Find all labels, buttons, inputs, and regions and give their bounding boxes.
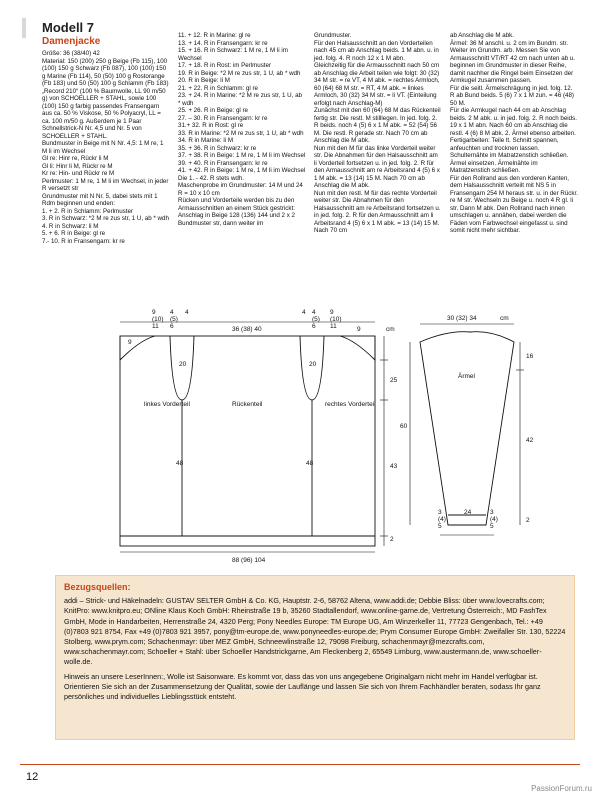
col2-line: 37. + 38. R in Beige: 1 M re, 1 M li im Wechsel (178, 152, 306, 159)
col2-line: 27. – 30. R in Fransengarn: kr re (178, 114, 268, 122)
label-4-5-6-right: 4 (5) 6 (312, 309, 320, 330)
col4-line: Fertigarbeiten: Teile lt. Schnitt spannen, anfeuchten und trocknen lassen. Schulternähte im Matratzenstich schließen. Ärmel einsetzen. Ärmelnähte im Matratzenstich schließen. (450, 137, 569, 174)
label-4-right: 4 (302, 309, 306, 316)
col3-line: Grundmuster. (314, 32, 352, 39)
label-right-front: rechtes Vorderteil (325, 401, 376, 408)
label-sleeve-16: 16 (526, 353, 534, 360)
col2-line: 19. R in Beige: *2 M re zus str, 1 U, ab * wdh (178, 69, 301, 77)
label-48-left: 48 (176, 460, 184, 467)
right-front-neckline (340, 336, 375, 360)
col2-line: 31.+ 32. R in Rost: gl re (178, 122, 244, 129)
watermark: PassionForum.ru (531, 784, 592, 793)
col3-line: Für den Halsausschnitt an den Vorderteilen nach 45 cm ab Anschlag beids. 1 M abn. u. in jed. folg. 4. R noch 12 x 1 M abn. (314, 39, 439, 62)
col2-line: 25. + 26. R in Beige: gl re (178, 107, 248, 114)
col2-line: 11. + 12. R in Marine: gl re (178, 32, 251, 39)
pattern-diagram (0, 300, 600, 565)
col1-line: 3. R in Schwarz: *2 M re zus str, 1 U, ab * wdh (42, 215, 169, 222)
col2-line: Anschlag in Beige 128 (136) 144 und 2 x 2 Bundmuster str, dann weiter im (178, 212, 295, 227)
label-sleeve-3b: 3 (4) 5 (490, 509, 498, 530)
garment-title: Damenjacke (42, 36, 101, 47)
label-20-right: 20 (309, 361, 317, 368)
footer-rule (20, 764, 580, 765)
col3-line: Nun mit den restl. M für das rechte Vorderteil weiter str. Die Abnahmen für den Halsausschnitt am re Arbeitsrand fortsetzen u. in jed. folg. 2. R für den Armausschnitt am li Arbeitsrand 4 (5) 6 x 1 M abk. = 13 (14) 15 M. Nach 70 cm (314, 189, 441, 234)
col1-line: 4. R in Schwarz: li M (42, 222, 99, 230)
col4-line: Ärmel: 36 M anschl. u. 2 cm im Bundm. str. Weiter im Grundm. arb. Messen Sie von Armausschnitt VT/RT 42 cm nach unten ab u. beginnen im Grundmuster in dieser Reihe, damit nachher die Ringel beim Einsetzen der Armkugel zusammen passen. (450, 39, 575, 84)
instructions-column-1 (42, 50, 170, 245)
label-4-left: 4 (185, 309, 189, 316)
body-outline (120, 336, 375, 546)
label-sleeve-42: 42 (526, 437, 534, 444)
col2-line: 34. R in Marine: li M (178, 137, 234, 144)
sleeve-outline (420, 332, 514, 525)
label-36-38-40: 36 (38) 40 (232, 326, 262, 333)
col3-line: Nun mit den M für das linke Vorderteil weiter str. Die Abnahmen für den Halsausschnitt am li Vorderteil fortsetzen u. in jed. folg. 2. R für den Armausschnitt am re Arbeitsrand 4 (5) 6 x 1 M abk. = 13 (14) 15 M. Nach 70 cm ab Anschlag die M abk. (314, 144, 440, 189)
col2-line: 41. + 42. R in Beige: 1 M re, 1 M li im Wechsel (178, 167, 306, 174)
col1-line: Gl li: Hinr li M, Rückr re M (42, 162, 113, 170)
col1-line: 7.- 10. R in Fransengarn: kr re (42, 237, 125, 245)
label-9-right: 9 (357, 326, 361, 333)
label-43: 43 (390, 463, 398, 470)
sources-box (55, 575, 575, 740)
sources-heading: Bezugsquellen: (64, 582, 131, 592)
label-20-left: 20 (179, 361, 187, 368)
col2-line: 35. + 36. R in Schwarz: kr re (178, 144, 257, 152)
label-sleeve-3a: 3 (4) 5 (438, 509, 446, 530)
label-sleeve-24: 24 (464, 509, 472, 516)
col3-line: Gleichzeitig für die Armausschnitt nach 50 cm ab Anschlag die Arbeit teilen wie folgt: 30 (32) 34 M str. = re VT, 4 M abk. = rechtes Armloch, 60 (64) 68 M str. = RT, 4 M abk. = linkes Armloch, 30 (32) 34 M str. = li VT. (Einteilung erfolgt nach Anschlag-M) (314, 62, 440, 107)
label-2-body: 2 (390, 536, 394, 543)
label-9-10-11-right: 9 (10) 11 (330, 309, 342, 330)
right-armhole (300, 336, 324, 400)
label-sleeve-2: 2 (526, 517, 530, 524)
col1-line: 1. + 2. R in Schlamm: Perlmuster (42, 207, 133, 215)
col1-line: Perlmuster: 1 M re, 1 M li im Wechsel, in jeder R versetzt str (42, 177, 169, 192)
col1-line: Material: 150 (200) 250 g Beige (Fb 115), 100 (100) 150 g Schwarz (Fb 087), 100 (100) 150 g Marine (Fb 114), 50 (50) 100 g Rostorange (Fb 183) und 50 (50) 100 g Schlamm (Fb 183) „Record 210“ (100 % Baumwolle, LL 90 m/50 g) von SCHOELLER + STAHL, sowie 100 (100) 150 g farbig passendes Fransengarn aus ca. 50 % Viskose, 50 % Polyacryl, LL = ca. 100 m/50 g. Außerdem je 1 Paar Schnellstrick-N Nr. 4,5 und Nr. 5 von SCHOELLER + STAHL. (42, 57, 169, 140)
label-bottom-width: 88 (96) 104 (232, 557, 266, 564)
instructions-column-3 (314, 32, 442, 235)
label-4-5-6-left: 4 (5) 6 (170, 309, 178, 330)
label-48-right: 48 (306, 460, 314, 467)
col4-line: Für die Armkugel nach 44 cm ab Anschlag beids. 2 M abk. u. in jed. folg. 2. R noch beids. 19 x 1 M abn. Nach 60 cm ab Anschlag die restl. 4 (6) 8 M abk. 2. Ärmel ebenso arbeiten. (450, 107, 577, 137)
label-back: Rückenteil (232, 401, 263, 408)
col2-line: 15. + 16. R in Schwarz: 1 M re, 1 M li im Wechsel (178, 47, 288, 62)
col1-line: Grundmuster mit N Nr. 5, dabei stets mit 1 Rdm beginnen und enden: (42, 192, 158, 207)
col2-line: 13. + 14. R in Fransengarn: kr re (178, 39, 268, 47)
instructions-column-4 (450, 32, 578, 235)
left-front-neckline (120, 336, 155, 360)
col2-line: Die 1. - 42. R stets wdh. (178, 174, 245, 182)
col4-line: Für die seitl. Ärmelschrägung in jed. folg. 12. R ab Bund beids. 5 (6) 7 x 1 M zun. = 46 (48) 50 M. (450, 84, 574, 107)
col2-line: 21. + 22. R in Schlamm: gl re (178, 84, 258, 92)
label-sleeve-60: 60 (400, 423, 408, 430)
col2-line: 33. R in Marine: *2 M re zus str, 1 U, ab * wdh (178, 129, 304, 137)
label-sleeve-top: 30 (32) 34 (447, 315, 477, 322)
col1-line: Gl re: Hinr re, Rückr li M (42, 155, 109, 162)
label-left-front: linkes Vorderteil (144, 401, 190, 408)
label-9-left: 9 (128, 339, 132, 346)
label-9-10-11-left: 9 (10) 11 (152, 309, 164, 330)
unit-label-body: cm (386, 326, 395, 333)
instructions-column-2 (178, 32, 306, 227)
col4-line: ab Anschlag die M abk. (450, 32, 514, 39)
col2-line: Maschenprobe im Grundmuster: 14 M und 24 R = 10 x 10 cm (178, 182, 303, 197)
col2-line: 17. + 18. R in Rost: im Perlmuster (178, 62, 272, 69)
col4-line: Für den Rollrand aus den vorderen Kanten, dem Halsausschnitt verteilt mit NS 5 in Fransengarn 254 M heraus str. u. in der Rückr. re M str. Wechseln zu Beige u. noch 4 R gl. li str. Dann M abk. Den Rollrand nach innen umschlagen u. annähen, dabei werden die Fäden vom Farbwechsel eingefasst u. sind somit nicht mehr sichtbar. (450, 174, 578, 234)
sources-note: Hinweis an unsere LeserInnen:, Wolle ist Saisonware. Es kommt vor, dass das von uns angegebene Originalgarn nicht mehr im Handel verfügbar ist. Orientieren Sie sich an der Zusammensetzung der Qualität, sowie der Lauflänge und lassen Sie sich von Ihrem Fachhändler beraten, sodass Ihr ganz persönliches und individuelles Lieblingsstück entsteht. (64, 671, 541, 702)
col3-line: Zunächst mit den 60 (64) 68 M das Rückenteil fertig str. Die restl. M stilllegen. In jed. folg. 2. R beids. noch 4 (5) 6 x 1 M abk. = 52 (54) 56 M. Die restl. R gerade str. Nach 70 cm ab Anschlag die M abk. (314, 107, 441, 144)
col1-line: Größe: 36 (38/40) 42 (42, 50, 100, 57)
sources-text: addi – Strick- und Häkelnadeln: GUSTAV SELTER GmbH & Co. KG, Hauptstr. 2-6, 58762 Altena, www.addi.de; Debbie Bliss: über www.lovecrafts.com; KnitPro: www.knitpro.eu; ONline Klaus Koch GmbH: Rheinstraße 19 b, 35260 Stadtallendorf, www.online-garne.de, Vertretung Österreich:, MD FashTex GmbH, Mode in Handarbeiten, Herrenstraße 24, 4320 Perg; Pony Needles Europe: TM Europe UG, Am Winzerkeller 11, 77723 Gengenbach, Tel.: +49 (0)7803 921 8754, Fax +49 (0)7803 921 3957, pony@tm-europe.de, www.ponyneedles-europe.de; Prym Consumer Europe GmbH: Zweifaller Str. 130, 52224 Stolberg, www.prym.com; Schachenmayr: über MEZ GmbH, Schneewlinstraße 12, 79098 Freiburg, schachenmayr@mezcrafts.com, www.schachenmayr.com; Schoeller + Stahl: über Schoeller Handstrickgarne, Am Fleckenberg 2, 65549 Limburg, www.austermann.de, www.schoeller-wolle.de. (64, 596, 566, 667)
col1-line: Kr re: Hin- und Rückr re M (42, 170, 115, 177)
model-title: Modell 7 (42, 20, 95, 35)
label-sleeve: Ärmel (458, 373, 475, 380)
left-armhole (170, 336, 194, 400)
unit-label-sleeve: cm (500, 315, 509, 322)
page-number: 12 (26, 771, 39, 783)
col2-line: Rücken und Vorderteile werden bis zu den Armausschnitten an einem Stück gestrickt: (178, 197, 295, 212)
header-bar (22, 18, 26, 38)
col1-line: Bundmuster in Beige mit N Nr. 4,5: 1 M re, 1 M li im Wechsel (42, 140, 164, 155)
label-25: 25 (390, 377, 398, 384)
col2-line: 23. + 24. R in Marine: *2 M re zus str, 1 U, ab * wdh (178, 92, 302, 107)
col1-line: 5. + 6. R in Beige: gl re (42, 230, 106, 237)
col2-line: 20. R in Beige: li M (178, 77, 230, 84)
col2-line: 39. + 40. R in Fransengarn: kr re (178, 159, 268, 167)
